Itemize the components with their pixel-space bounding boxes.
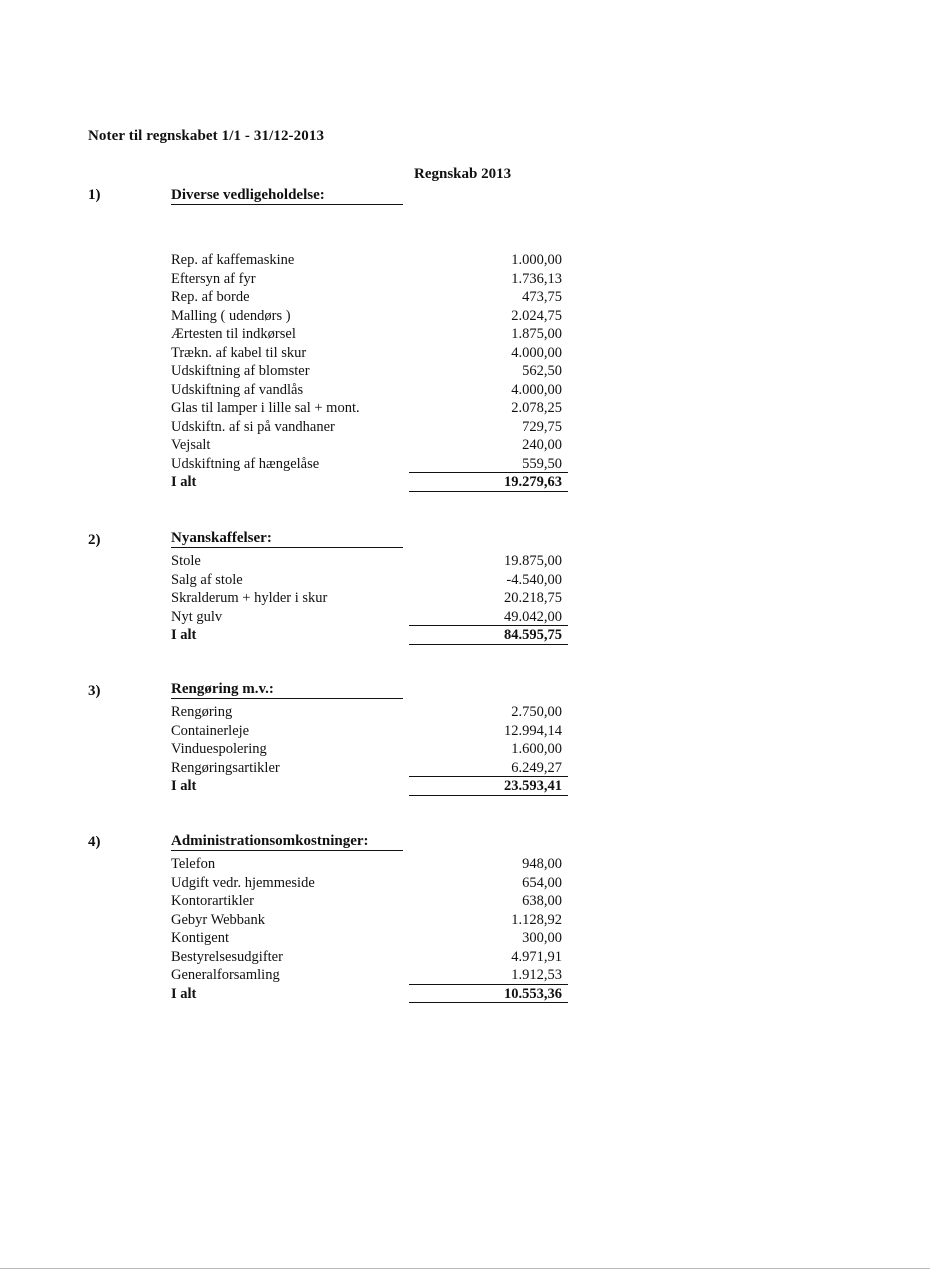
total-amount: 84.595,75: [504, 627, 562, 643]
row-amount: 473,75: [522, 289, 562, 305]
row-amount: 49.042,00: [504, 608, 562, 625]
row-label: Udskiftning af blomster: [171, 363, 310, 379]
total-row: [171, 626, 568, 645]
total-label: I alt: [171, 778, 197, 794]
row-label: Udgift vedr. hjemmeside: [171, 874, 315, 891]
row-amount: 20.218,75: [504, 590, 562, 606]
note-row: [171, 608, 568, 627]
document-title: Noter til regnskabet 1/1 - 31/12-2013: [88, 128, 325, 144]
row-label: Vejsalt: [171, 437, 211, 453]
total-rule: [409, 644, 568, 645]
row-label: Udskiftning af hængelåse: [171, 455, 320, 472]
row-label: Rep. af borde: [171, 289, 250, 305]
row-amount: 1.600,00: [511, 741, 562, 757]
note-number: 2): [88, 532, 101, 548]
row-label: Glas til lamper i lille sal + mont.: [171, 400, 360, 416]
note-row: [171, 855, 568, 874]
row-label: Containerleje: [171, 722, 250, 739]
note-heading: Rengøring m.v.:: [171, 681, 403, 699]
row-amount: 4.000,00: [511, 344, 562, 361]
note-rows: [171, 703, 568, 796]
row-label: Eftersyn af fyr: [171, 270, 256, 287]
total-amount: 23.593,41: [504, 778, 562, 794]
total-row: [171, 985, 568, 1004]
row-amount: 240,00: [522, 437, 562, 453]
row-amount: 638,00: [522, 893, 562, 909]
row-label: Bestyrelsesudgifter: [171, 948, 283, 965]
row-label: Malling ( udendørs ): [171, 307, 291, 324]
note-heading: Nyanskaffelser:: [171, 530, 403, 548]
row-label: Kontorartikler: [171, 893, 254, 909]
note-row: [171, 703, 568, 722]
note-number: 1): [88, 187, 101, 203]
note-row: [171, 552, 568, 571]
row-label: Rengøringsartikler: [171, 759, 280, 776]
note-row: [171, 325, 568, 344]
note-heading: Administrationsomkostninger:: [171, 833, 403, 851]
note-row: [171, 589, 568, 608]
note-number: 4): [88, 834, 101, 850]
total-rule: [409, 795, 568, 796]
row-amount: 729,75: [522, 418, 562, 435]
note-row: [171, 455, 568, 474]
note-rows: [171, 251, 568, 492]
note-row: [171, 436, 568, 455]
row-label: Nyt gulv: [171, 608, 223, 625]
row-label: Rep. af kaffemaskine: [171, 252, 295, 268]
row-label: Trækn. af kabel til skur: [171, 344, 307, 361]
note-heading: Diverse vedligeholdelse:: [171, 187, 403, 205]
row-amount: 1.912,53: [511, 967, 562, 983]
total-label: I alt: [171, 627, 197, 643]
note-rows: [171, 855, 568, 1003]
scan-edge-line: [0, 1268, 930, 1269]
row-amount: 948,00: [522, 856, 562, 872]
row-amount: 2.750,00: [511, 704, 562, 720]
row-amount: 559,50: [522, 455, 562, 472]
note-row: [171, 740, 568, 759]
note-row: [171, 929, 568, 948]
note-row: [171, 911, 568, 930]
note-row: [171, 251, 568, 270]
note-row: [171, 381, 568, 400]
row-label: Vinduespolering: [171, 741, 267, 757]
total-amount: 10.553,36: [504, 985, 562, 1002]
note-row: [171, 270, 568, 289]
row-label: Udskiftning af vandlås: [171, 381, 304, 398]
note-row: [171, 722, 568, 741]
row-amount: 1.000,00: [511, 252, 562, 268]
total-label: I alt: [171, 474, 197, 490]
row-amount: 6.249,27: [511, 759, 562, 776]
row-amount: 4.000,00: [511, 381, 562, 398]
row-label: Udskiftn. af si på vandhaner: [171, 418, 335, 435]
row-amount: 1.128,92: [511, 911, 562, 928]
row-amount: 2.024,75: [511, 307, 562, 324]
row-amount: 12.994,14: [504, 722, 562, 739]
note-row: [171, 571, 568, 590]
row-amount: 300,00: [522, 930, 562, 946]
row-label: Skralderum + hylder i skur: [171, 590, 328, 606]
row-label: Gebyr Webbank: [171, 911, 265, 928]
note-row: [171, 892, 568, 911]
note-row: [171, 288, 568, 307]
row-label: Rengøring: [171, 704, 233, 720]
note-row: [171, 874, 568, 893]
note-row: [171, 307, 568, 326]
column-header: Regnskab 2013: [414, 166, 512, 182]
total-label: I alt: [171, 985, 197, 1002]
note-row: [171, 759, 568, 778]
total-row: [171, 777, 568, 796]
note-rows: [171, 552, 568, 645]
total-rule: [409, 1002, 568, 1003]
row-label: Kontigent: [171, 930, 229, 946]
note-row: [171, 344, 568, 363]
total-amount: 19.279,63: [504, 474, 562, 490]
note-row: [171, 418, 568, 437]
row-label: Stole: [171, 553, 201, 569]
row-label: Salg af stole: [171, 571, 243, 588]
row-amount: 19.875,00: [504, 553, 562, 569]
row-amount: -4.540,00: [506, 571, 562, 588]
note-row: [171, 948, 568, 967]
row-label: Ærtesten til indkørsel: [171, 326, 296, 342]
row-amount: 562,50: [522, 363, 562, 379]
total-row: [171, 473, 568, 492]
row-label: Generalforsamling: [171, 967, 280, 983]
note-number: 3): [88, 683, 101, 699]
row-amount: 1.875,00: [511, 326, 562, 342]
total-rule: [409, 491, 568, 492]
row-amount: 1.736,13: [511, 270, 562, 287]
row-amount: 654,00: [522, 874, 562, 891]
note-row: [171, 399, 568, 418]
row-amount: 2.078,25: [511, 400, 562, 416]
row-label: Telefon: [171, 856, 216, 872]
row-amount: 4.971,91: [511, 948, 562, 965]
note-row: [171, 966, 568, 985]
note-row: [171, 362, 568, 381]
